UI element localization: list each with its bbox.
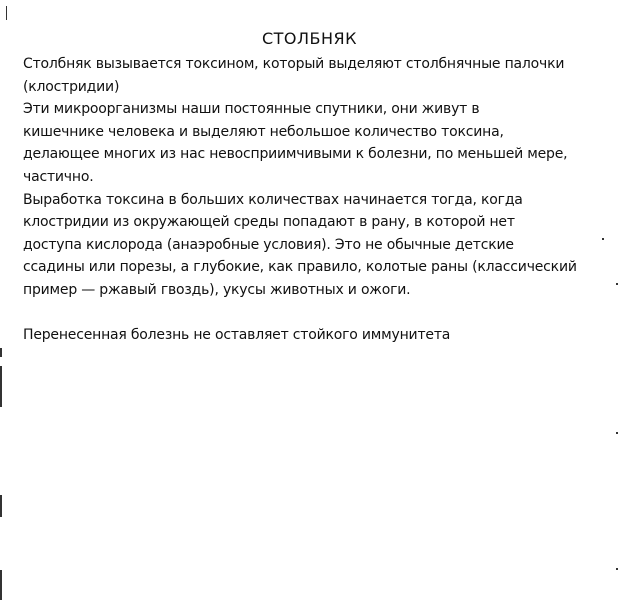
body-line: частично. bbox=[23, 168, 94, 185]
document-title: СТОЛБНЯК bbox=[261, 29, 358, 48]
body-line: ссадины или порезы, а глубокие, как правило, колотые раны (классический bbox=[23, 259, 577, 276]
scan-mark-left-2 bbox=[0, 366, 2, 407]
body-line: (клостридии) bbox=[23, 78, 120, 95]
scan-mark-left-1 bbox=[0, 348, 2, 357]
body-line: Выработка токсина в больших количествах начинается тогда, когда bbox=[23, 191, 523, 208]
body-line: Столбняк вызывается токсином, который выделяют столбнячные палочки bbox=[23, 56, 565, 72]
body-line: доступа кислорода (анаэробные условия). Это не обычные детские bbox=[23, 236, 514, 253]
body-line: клостридии из окружающей среды попадают в рану, в которой нет bbox=[23, 214, 515, 231]
scan-mark-top-left bbox=[6, 6, 7, 20]
scan-mark-left-4 bbox=[0, 570, 2, 600]
body-line: делающее многих из нас невосприимчивыми к болезни, по меньшей мере, bbox=[23, 146, 568, 163]
body-line: Эти микроорганизмы наши постоянные спутники, они живут в bbox=[23, 101, 480, 118]
paragraph-gap bbox=[23, 302, 617, 325]
body-line: кишечнике человека и выделяют небольшое количество токсина, bbox=[23, 123, 504, 140]
closing-line: Перенесенная болезнь не оставляет стойкого иммунитета bbox=[23, 327, 451, 344]
scan-mark-right-4 bbox=[616, 568, 618, 570]
document-body bbox=[23, 53, 617, 347]
body-line: пример — ржавый гвоздь), укусы животных и ожоги. bbox=[23, 281, 411, 298]
scan-mark-left-3 bbox=[0, 495, 2, 517]
scan-mark-right-3 bbox=[616, 432, 618, 434]
